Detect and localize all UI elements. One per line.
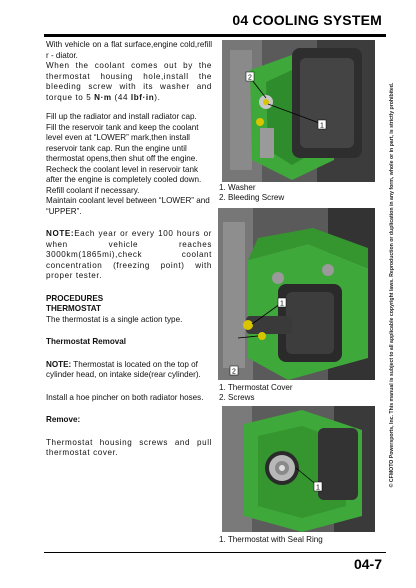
thermostat-description: The thermostat is a single action type.: [46, 314, 183, 324]
bleeding-text: When the coolant comes out by the thermostat housing hole,install the bleeding screw with its washer and torque to 5: [46, 61, 212, 102]
section-title: 04 COOLING SYSTEM: [232, 12, 382, 28]
caption-thermostat-cover: 1. Thermostat Cover: [219, 383, 293, 392]
paragraph-remove: Thermostat housing screws and pull thermostat cover.: [46, 437, 212, 457]
callout-2: 2: [248, 74, 252, 82]
note-location-text: Thermostat is located on the top of cylinder head, on intake side(rear cylinder).: [46, 359, 201, 379]
caption-bleeding-screw: 2. Bleeding Screw: [219, 193, 285, 202]
paragraph-reservoir: Fill the reservoir tank and keep the coolant level even at “LOWER” mark,then install reservoir tank cap. Run the engine until thermostat opens,then shut off the engine.: [46, 122, 199, 163]
paragraph-fill-radiator: Fill up the radiator and install radiator cap.: [46, 112, 197, 121]
caption-screws: 2. Screws: [219, 393, 255, 402]
copyright-text: © CFMOTO Powersports, Inc. This manual is subject to all applicable copyright laws. Reproduction or duplication in any form, whole or in part, is strictly prohibited.: [389, 82, 395, 488]
note-label: NOTE:: [46, 229, 75, 238]
callout-1: 1: [320, 122, 324, 130]
torque-mid: (44: [111, 92, 131, 102]
figure-thermostat-seal-ring: [222, 406, 375, 532]
note-location: [46, 360, 212, 381]
figure-1-caption: [219, 183, 284, 203]
removal-heading: Thermostat Removal: [46, 337, 127, 346]
figure-thermostat-cover-screws: [218, 208, 375, 380]
note-text: Each year or every 100 hours or when vehicle reaches 3000km(1865mi),check coolant concentration (freezing point) with proper tester.: [46, 229, 212, 280]
callout-1: 1: [316, 484, 320, 492]
paragraph-maintain: Maintain coolant level between “LOWER” and “UPPER”.: [46, 196, 210, 216]
footer-rule: [44, 552, 386, 553]
paragraph-recheck: Recheck the coolant level in reservoir tank after the engine is completely cooled down. Refill coolant if necessary.: [46, 164, 202, 195]
note-label-2: NOTE:: [46, 359, 72, 369]
torque-end: ).: [154, 92, 161, 102]
paragraph-bleeding: [46, 61, 212, 103]
header-rule: [44, 34, 386, 37]
figure-3-caption: [219, 535, 323, 545]
page-number: 04-7: [353, 556, 382, 572]
remove-heading: Remove:: [46, 415, 81, 424]
figure-2-caption: [219, 383, 293, 403]
body-text-column: [46, 40, 212, 459]
thermostat-heading: THERMOSTAT: [46, 304, 101, 313]
torque-unit-nm: N·m: [94, 92, 112, 102]
caption-thermostat-seal-ring: 1. Thermostat with Seal Ring: [219, 535, 323, 544]
caption-washer: 1. Washer: [219, 183, 256, 192]
callout-1: 1: [280, 300, 284, 308]
note-concentration: [46, 229, 212, 282]
paragraph-pincher: Install a hoe pincher on both radiator hoses.: [46, 392, 204, 402]
paragraph-refill: With vehicle on a flat surface,engine cold,refill r - diator.: [46, 40, 212, 60]
figure-washer-bleeding-screw: [222, 40, 375, 182]
torque-unit-lbfin: lbf·in: [130, 92, 155, 102]
callout-2: 2: [232, 368, 236, 376]
copyright-notice: [386, 50, 398, 520]
procedures-heading: PROCEDURES: [46, 293, 104, 303]
